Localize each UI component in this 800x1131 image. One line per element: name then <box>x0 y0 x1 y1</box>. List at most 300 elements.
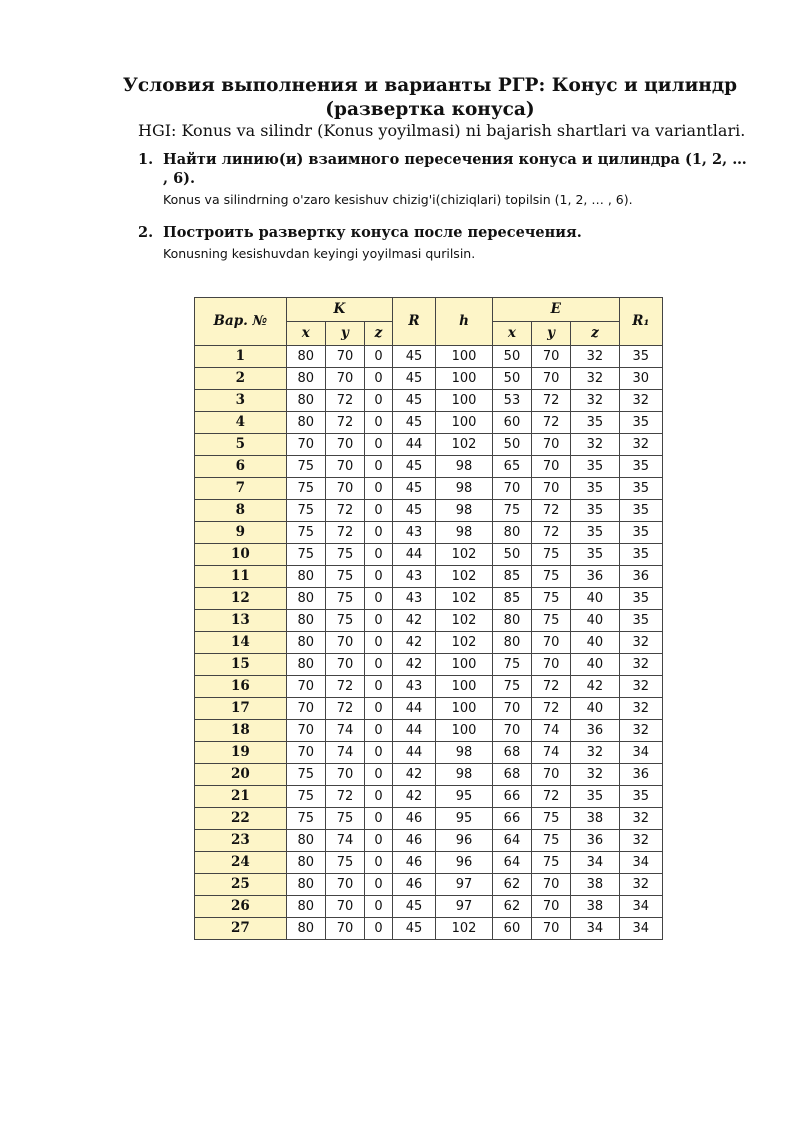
cell-k-x: 80 <box>286 852 325 874</box>
cell-h: 100 <box>436 368 493 390</box>
table-row <box>195 896 663 918</box>
cell-variant-number: 26 <box>195 896 287 918</box>
cell-k-y: 72 <box>325 676 364 698</box>
cell-k-x: 75 <box>286 500 325 522</box>
cell-r: 43 <box>392 522 435 544</box>
cell-e-x: 64 <box>492 852 531 874</box>
cell-e-y: 72 <box>532 522 571 544</box>
cell-h: 102 <box>436 434 493 456</box>
cell-r: 44 <box>392 434 435 456</box>
cell-r: 44 <box>392 720 435 742</box>
cell-k-z: 0 <box>365 346 393 368</box>
cell-e-z: 40 <box>571 610 619 632</box>
cell-r1: 34 <box>619 918 662 940</box>
cell-e-y: 75 <box>532 588 571 610</box>
table-row <box>195 786 663 808</box>
task-1-russian: Найти линию(и) взаимного пересечения конуса и цилиндра (1, 2, … , 6). <box>163 151 747 187</box>
cell-k-y: 70 <box>325 346 364 368</box>
cell-e-x: 65 <box>492 456 531 478</box>
cell-k-y: 70 <box>325 632 364 654</box>
cell-e-x: 70 <box>492 478 531 500</box>
task-2 <box>138 223 748 262</box>
cell-h: 95 <box>436 786 493 808</box>
cell-e-x: 75 <box>492 500 531 522</box>
cell-variant-number: 17 <box>195 698 287 720</box>
cell-e-x: 85 <box>492 566 531 588</box>
cell-e-x: 70 <box>492 698 531 720</box>
cell-h: 102 <box>436 566 493 588</box>
cell-variant-number: 1 <box>195 346 287 368</box>
cell-e-x: 85 <box>492 588 531 610</box>
table-row <box>195 544 663 566</box>
cell-e-x: 50 <box>492 368 531 390</box>
cell-r: 45 <box>392 918 435 940</box>
cell-e-z: 35 <box>571 786 619 808</box>
cell-k-x: 80 <box>286 830 325 852</box>
table-row <box>195 676 663 698</box>
cell-r: 43 <box>392 588 435 610</box>
table-row <box>195 522 663 544</box>
cell-r1: 32 <box>619 390 662 412</box>
cell-variant-number: 4 <box>195 412 287 434</box>
cell-e-y: 70 <box>532 764 571 786</box>
cell-e-y: 75 <box>532 566 571 588</box>
table-row <box>195 478 663 500</box>
header-e-x: x <box>492 322 531 346</box>
cell-k-x: 80 <box>286 918 325 940</box>
cell-e-y: 72 <box>532 698 571 720</box>
cell-k-y: 74 <box>325 742 364 764</box>
cell-variant-number: 24 <box>195 852 287 874</box>
cell-k-x: 70 <box>286 676 325 698</box>
cell-r1: 35 <box>619 500 662 522</box>
cell-e-x: 62 <box>492 874 531 896</box>
table-row <box>195 346 663 368</box>
cell-e-y: 70 <box>532 654 571 676</box>
cell-h: 102 <box>436 632 493 654</box>
cell-k-y: 72 <box>325 390 364 412</box>
cell-e-z: 35 <box>571 456 619 478</box>
cell-e-y: 70 <box>532 874 571 896</box>
cell-k-y: 75 <box>325 610 364 632</box>
cell-k-z: 0 <box>365 544 393 566</box>
cell-e-z: 38 <box>571 896 619 918</box>
cell-r1: 32 <box>619 808 662 830</box>
table-header-row <box>195 298 663 322</box>
cell-h: 98 <box>436 500 493 522</box>
cell-k-z: 0 <box>365 588 393 610</box>
cell-variant-number: 25 <box>195 874 287 896</box>
cell-k-z: 0 <box>365 610 393 632</box>
cell-r: 45 <box>392 390 435 412</box>
cell-k-x: 80 <box>286 632 325 654</box>
cell-k-y: 75 <box>325 808 364 830</box>
cell-k-y: 75 <box>325 566 364 588</box>
cell-r: 44 <box>392 544 435 566</box>
cell-r: 46 <box>392 808 435 830</box>
cell-e-x: 75 <box>492 676 531 698</box>
cell-k-y: 70 <box>325 478 364 500</box>
header-e-z: z <box>571 322 619 346</box>
cell-k-y: 70 <box>325 654 364 676</box>
cell-e-x: 70 <box>492 720 531 742</box>
cell-e-z: 32 <box>571 434 619 456</box>
cell-r1: 32 <box>619 654 662 676</box>
cell-h: 102 <box>436 544 493 566</box>
cell-e-x: 50 <box>492 544 531 566</box>
title-line-1: Условия выполнения и варианты РГР: Конус и цилиндр <box>122 75 738 96</box>
cell-r: 42 <box>392 610 435 632</box>
cell-e-x: 50 <box>492 434 531 456</box>
cell-k-z: 0 <box>365 852 393 874</box>
cell-e-z: 34 <box>571 918 619 940</box>
cell-variant-number: 7 <box>195 478 287 500</box>
cell-e-x: 75 <box>492 654 531 676</box>
cell-k-y: 74 <box>325 830 364 852</box>
table-row <box>195 500 663 522</box>
cell-k-y: 72 <box>325 412 364 434</box>
table-row <box>195 566 663 588</box>
cell-r: 45 <box>392 346 435 368</box>
cell-r1: 32 <box>619 720 662 742</box>
cell-k-z: 0 <box>365 918 393 940</box>
cell-r1: 34 <box>619 742 662 764</box>
cell-e-z: 34 <box>571 852 619 874</box>
cell-k-y: 70 <box>325 896 364 918</box>
cell-k-x: 70 <box>286 742 325 764</box>
cell-e-x: 60 <box>492 918 531 940</box>
header-h: h <box>436 298 493 346</box>
cell-k-x: 80 <box>286 588 325 610</box>
cell-h: 98 <box>436 522 493 544</box>
table-row <box>195 632 663 654</box>
cell-h: 102 <box>436 588 493 610</box>
cell-r: 46 <box>392 852 435 874</box>
cell-k-y: 70 <box>325 764 364 786</box>
cell-r1: 32 <box>619 632 662 654</box>
cell-e-x: 66 <box>492 808 531 830</box>
cell-k-y: 72 <box>325 698 364 720</box>
cell-k-x: 75 <box>286 456 325 478</box>
cell-k-y: 70 <box>325 456 364 478</box>
cell-r: 45 <box>392 412 435 434</box>
cell-variant-number: 6 <box>195 456 287 478</box>
cell-k-x: 70 <box>286 720 325 742</box>
cell-r1: 36 <box>619 566 662 588</box>
cell-variant-number: 23 <box>195 830 287 852</box>
header-k-z: z <box>365 322 393 346</box>
cell-k-z: 0 <box>365 566 393 588</box>
task-1-number: 1. <box>138 151 154 168</box>
cell-k-x: 70 <box>286 434 325 456</box>
cell-r: 45 <box>392 896 435 918</box>
task-2-russian: Построить развертку конуса после пересечения. <box>163 224 582 241</box>
cell-e-z: 36 <box>571 830 619 852</box>
cell-h: 100 <box>436 676 493 698</box>
cell-r1: 35 <box>619 412 662 434</box>
cell-r1: 30 <box>619 368 662 390</box>
cell-h: 100 <box>436 346 493 368</box>
header-variant-number: Вар. № <box>195 298 287 346</box>
page-title <box>100 74 760 122</box>
task-1 <box>138 150 748 208</box>
header-e-y: y <box>532 322 571 346</box>
cell-h: 100 <box>436 720 493 742</box>
cell-h: 98 <box>436 456 493 478</box>
cell-e-y: 72 <box>532 412 571 434</box>
cell-h: 102 <box>436 610 493 632</box>
cell-e-x: 80 <box>492 610 531 632</box>
cell-k-y: 70 <box>325 434 364 456</box>
header-r: R <box>392 298 435 346</box>
cell-e-y: 74 <box>532 742 571 764</box>
cell-h: 98 <box>436 478 493 500</box>
table-row <box>195 830 663 852</box>
cell-r1: 35 <box>619 478 662 500</box>
cell-variant-number: 16 <box>195 676 287 698</box>
table-row <box>195 368 663 390</box>
cell-e-y: 70 <box>532 346 571 368</box>
cell-k-z: 0 <box>365 742 393 764</box>
cell-e-y: 72 <box>532 500 571 522</box>
cell-e-z: 32 <box>571 764 619 786</box>
cell-k-z: 0 <box>365 830 393 852</box>
cell-r: 42 <box>392 786 435 808</box>
cell-r1: 32 <box>619 698 662 720</box>
cell-e-x: 64 <box>492 830 531 852</box>
cell-r: 42 <box>392 632 435 654</box>
cell-e-x: 80 <box>492 632 531 654</box>
cell-h: 96 <box>436 830 493 852</box>
cell-k-x: 75 <box>286 764 325 786</box>
cell-r1: 35 <box>619 786 662 808</box>
table-row <box>195 720 663 742</box>
cell-e-y: 70 <box>532 434 571 456</box>
cell-r: 45 <box>392 478 435 500</box>
cell-r1: 32 <box>619 676 662 698</box>
cell-k-z: 0 <box>365 522 393 544</box>
cell-e-z: 40 <box>571 698 619 720</box>
cell-k-z: 0 <box>365 896 393 918</box>
cell-r: 46 <box>392 874 435 896</box>
table-row <box>195 654 663 676</box>
cell-h: 100 <box>436 654 493 676</box>
cell-k-x: 80 <box>286 412 325 434</box>
cell-e-y: 75 <box>532 544 571 566</box>
cell-e-y: 70 <box>532 918 571 940</box>
cell-e-z: 40 <box>571 588 619 610</box>
cell-e-y: 75 <box>532 808 571 830</box>
cell-e-x: 68 <box>492 742 531 764</box>
cell-k-z: 0 <box>365 786 393 808</box>
cell-variant-number: 11 <box>195 566 287 588</box>
cell-e-x: 66 <box>492 786 531 808</box>
cell-k-z: 0 <box>365 764 393 786</box>
cell-h: 100 <box>436 412 493 434</box>
cell-e-y: 70 <box>532 632 571 654</box>
cell-e-y: 75 <box>532 610 571 632</box>
cell-e-z: 40 <box>571 654 619 676</box>
cell-h: 102 <box>436 918 493 940</box>
cell-variant-number: 21 <box>195 786 287 808</box>
cell-k-z: 0 <box>365 698 393 720</box>
cell-e-z: 38 <box>571 874 619 896</box>
task-2-number: 2. <box>138 224 154 241</box>
cell-e-z: 35 <box>571 500 619 522</box>
cell-e-x: 62 <box>492 896 531 918</box>
cell-h: 97 <box>436 874 493 896</box>
cell-e-z: 32 <box>571 390 619 412</box>
cell-variant-number: 9 <box>195 522 287 544</box>
cell-r1: 35 <box>619 346 662 368</box>
table-row <box>195 742 663 764</box>
cell-e-z: 40 <box>571 632 619 654</box>
cell-variant-number: 5 <box>195 434 287 456</box>
cell-k-y: 74 <box>325 720 364 742</box>
cell-r: 44 <box>392 742 435 764</box>
cell-r1: 36 <box>619 764 662 786</box>
cell-k-z: 0 <box>365 500 393 522</box>
cell-k-x: 80 <box>286 654 325 676</box>
header-e: E <box>492 298 619 322</box>
cell-e-z: 35 <box>571 478 619 500</box>
cell-h: 98 <box>436 742 493 764</box>
cell-r: 42 <box>392 654 435 676</box>
cell-variant-number: 3 <box>195 390 287 412</box>
cell-k-y: 70 <box>325 918 364 940</box>
cell-r1: 35 <box>619 456 662 478</box>
cell-variant-number: 8 <box>195 500 287 522</box>
cell-r1: 32 <box>619 830 662 852</box>
cell-k-x: 80 <box>286 566 325 588</box>
cell-k-x: 80 <box>286 368 325 390</box>
cell-variant-number: 15 <box>195 654 287 676</box>
cell-e-z: 35 <box>571 412 619 434</box>
cell-r: 42 <box>392 764 435 786</box>
cell-k-x: 80 <box>286 390 325 412</box>
table-row <box>195 764 663 786</box>
cell-e-x: 68 <box>492 764 531 786</box>
cell-r: 45 <box>392 456 435 478</box>
cell-variant-number: 20 <box>195 764 287 786</box>
cell-variant-number: 14 <box>195 632 287 654</box>
cell-k-x: 75 <box>286 544 325 566</box>
cell-e-y: 70 <box>532 368 571 390</box>
cell-k-z: 0 <box>365 654 393 676</box>
cell-k-x: 75 <box>286 786 325 808</box>
cell-e-z: 35 <box>571 544 619 566</box>
cell-e-z: 36 <box>571 720 619 742</box>
cell-k-z: 0 <box>365 874 393 896</box>
cell-e-z: 32 <box>571 346 619 368</box>
cell-k-z: 0 <box>365 412 393 434</box>
table-row <box>195 698 663 720</box>
table-row <box>195 852 663 874</box>
cell-r1: 35 <box>619 544 662 566</box>
cell-variant-number: 12 <box>195 588 287 610</box>
task-1-uzbek: Konus va silindrning o'zaro kesishuv chizig'i(chiziqlari) topilsin (1, 2, … , 6). <box>163 192 633 207</box>
cell-variant-number: 10 <box>195 544 287 566</box>
page-subtitle: HGI: Konus va silindr (Konus yoyilmasi) ni bajarish shartlari va variantlari. <box>138 121 746 140</box>
cell-e-z: 36 <box>571 566 619 588</box>
cell-h: 97 <box>436 896 493 918</box>
cell-r1: 34 <box>619 896 662 918</box>
cell-h: 98 <box>436 764 493 786</box>
cell-r: 45 <box>392 368 435 390</box>
cell-r1: 35 <box>619 588 662 610</box>
cell-k-x: 80 <box>286 610 325 632</box>
cell-e-z: 42 <box>571 676 619 698</box>
cell-h: 95 <box>436 808 493 830</box>
table-row <box>195 610 663 632</box>
cell-r1: 35 <box>619 522 662 544</box>
title-line-2: (развертка конуса) <box>325 99 535 120</box>
cell-e-z: 32 <box>571 368 619 390</box>
cell-k-y: 70 <box>325 368 364 390</box>
cell-k-y: 70 <box>325 874 364 896</box>
cell-e-y: 70 <box>532 478 571 500</box>
cell-e-z: 32 <box>571 742 619 764</box>
cell-variant-number: 18 <box>195 720 287 742</box>
cell-k-y: 75 <box>325 852 364 874</box>
cell-e-y: 70 <box>532 456 571 478</box>
cell-e-z: 38 <box>571 808 619 830</box>
cell-k-z: 0 <box>365 390 393 412</box>
cell-variant-number: 22 <box>195 808 287 830</box>
task-2-uzbek: Konusning kesishuvdan keyingi yoyilmasi qurilsin. <box>163 246 476 261</box>
cell-r1: 34 <box>619 852 662 874</box>
cell-k-x: 80 <box>286 874 325 896</box>
header-k-x: x <box>286 322 325 346</box>
cell-k-z: 0 <box>365 456 393 478</box>
cell-variant-number: 13 <box>195 610 287 632</box>
header-r1: R₁ <box>619 298 662 346</box>
cell-k-x: 75 <box>286 478 325 500</box>
cell-r1: 32 <box>619 434 662 456</box>
cell-e-x: 60 <box>492 412 531 434</box>
cell-k-x: 80 <box>286 346 325 368</box>
header-k: K <box>286 298 392 322</box>
cell-k-z: 0 <box>365 368 393 390</box>
cell-e-y: 75 <box>532 830 571 852</box>
cell-e-y: 72 <box>532 786 571 808</box>
cell-k-x: 75 <box>286 522 325 544</box>
cell-k-y: 75 <box>325 588 364 610</box>
table-row <box>195 456 663 478</box>
table-row <box>195 918 663 940</box>
cell-h: 96 <box>436 852 493 874</box>
cell-k-x: 75 <box>286 808 325 830</box>
cell-k-z: 0 <box>365 808 393 830</box>
cell-k-x: 70 <box>286 698 325 720</box>
cell-e-z: 35 <box>571 522 619 544</box>
variants-table <box>194 297 663 940</box>
table-row <box>195 808 663 830</box>
table-body <box>195 346 663 940</box>
cell-k-z: 0 <box>365 478 393 500</box>
cell-r1: 32 <box>619 874 662 896</box>
cell-h: 100 <box>436 698 493 720</box>
cell-variant-number: 27 <box>195 918 287 940</box>
cell-e-y: 72 <box>532 676 571 698</box>
cell-e-y: 74 <box>532 720 571 742</box>
cell-r1: 35 <box>619 610 662 632</box>
cell-e-x: 80 <box>492 522 531 544</box>
cell-k-y: 72 <box>325 522 364 544</box>
cell-k-y: 75 <box>325 544 364 566</box>
cell-k-z: 0 <box>365 434 393 456</box>
table-row <box>195 412 663 434</box>
